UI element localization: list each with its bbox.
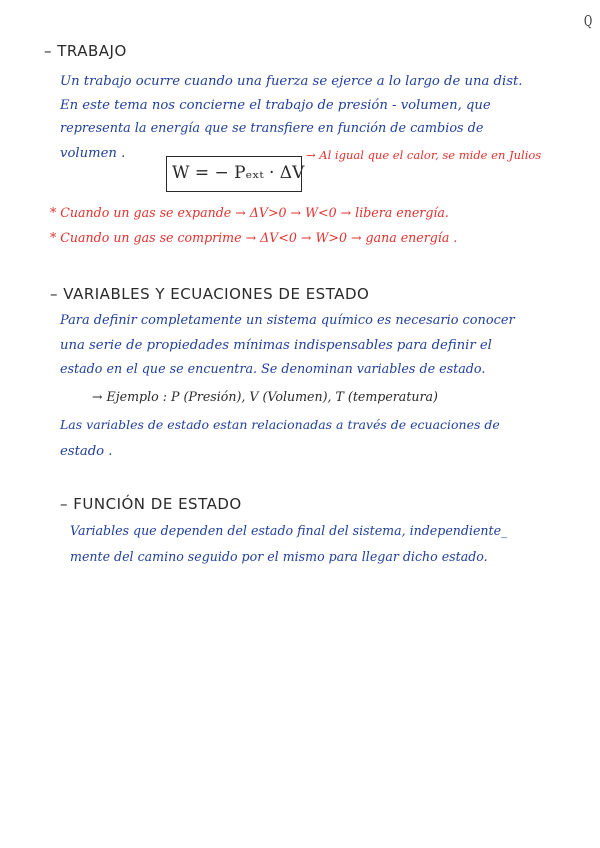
work-formula: W = − Pₑₓₜ · ΔV [172, 163, 305, 183]
trabajo-line-3: representa la energía que se transfiere en función de cambios de [60, 121, 484, 136]
section-heading-trabajo: – TRABAJO [44, 42, 127, 60]
variables-line-1: Para definir completamente un sistema químico es necesario conocer [60, 313, 515, 328]
formula-note: → Al igual que el calor, se mide en Julios [306, 148, 542, 162]
compression-note: * Cuando un gas se comprime → ΔV<0 → W>0 → gana energía . [50, 230, 458, 245]
corner-mark: Q [584, 12, 593, 30]
variables-line-3: estado en el que se encuentra. Se denominan variables de estado. [60, 361, 486, 376]
funcion-line-2: mente del camino seguido por el mismo para llegar dicho estado. [70, 549, 488, 564]
variables-line-2: una serie de propiedades mínimas indispensables para definir el [60, 338, 492, 353]
example-line: → Ejemplo : P (Presión), V (Volumen), T (temperatura) [92, 389, 438, 404]
expansion-note: * Cuando un gas se expande → ΔV>0 → W<0 → libera energía. [50, 205, 449, 220]
trabajo-line-4: volumen . [60, 146, 126, 161]
section-heading-funcion: – FUNCIÓN DE ESTADO [60, 495, 242, 513]
funcion-line-1: Variables que dependen del estado final del sistema, independiente_ [70, 523, 508, 538]
trabajo-line-1: Un trabajo ocurre cuando una fuerza se ejerce a lo largo de una dist. [60, 74, 523, 89]
section-heading-variables: – VARIABLES Y ECUACIONES DE ESTADO [50, 285, 370, 303]
variables-line-5: estado . [60, 444, 113, 459]
trabajo-line-2: En este tema nos concierne el trabajo de presión - volumen, que [60, 98, 491, 113]
variables-line-4: Las variables de estado estan relacionadas a través de ecuaciones de [60, 417, 500, 432]
